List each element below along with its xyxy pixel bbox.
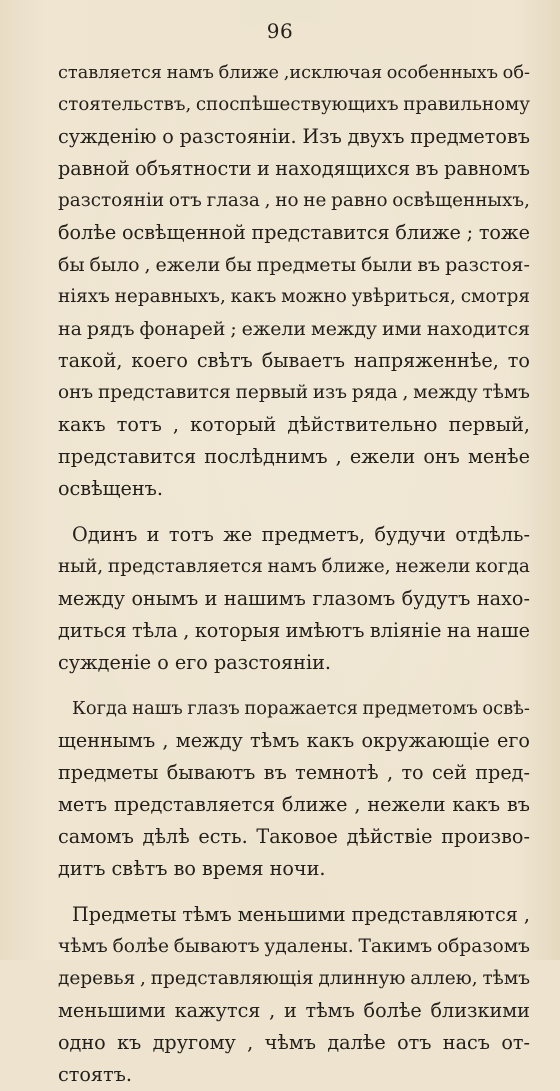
text-line: деревья , представляющія длинную аллею, тѣмъ bbox=[58, 968, 530, 989]
text-line: разстояніи отъ глаза , но не равно освѣщенныхъ, bbox=[58, 190, 530, 211]
text-line: стоятъ. bbox=[58, 1063, 132, 1086]
text-line: меньшими кажутся , и тѣмъ болѣе близкими bbox=[58, 999, 530, 1022]
text-line: Когда нашъ глазъ поражается предметомъ освѣ- bbox=[72, 698, 530, 719]
text-line: ніяхъ неравныхъ, какъ можно увѣриться, смотря bbox=[58, 286, 530, 307]
paragraph-spacing bbox=[58, 885, 530, 899]
text-line: Предметы тѣмъ меньшими представляются , bbox=[72, 903, 530, 926]
text-line: ставляется намъ ближе ,исключая особенныхъ об- bbox=[58, 63, 530, 83]
text-line: онъ представится первый изъ ряда , между тѣмъ bbox=[58, 382, 530, 403]
text-line: на рядъ фонарей ; ежели между ими находится bbox=[58, 318, 530, 340]
text-line: какъ тотъ , который дѣйствительно первый, bbox=[58, 413, 530, 436]
text-line: Одинъ и тотъ же предметъ, будучи отдѣль- bbox=[72, 523, 530, 546]
text-line: одно къ другому , чѣмъ далѣе отъ насъ от- bbox=[58, 1031, 530, 1054]
paragraph bbox=[58, 693, 530, 885]
paragraph bbox=[58, 57, 530, 505]
text-line: между онымъ и нашимъ глазомъ будутъ нахо- bbox=[58, 587, 530, 610]
text-line: самомъ дѣлѣ есть. Таковое дѣйствіе произво- bbox=[58, 825, 530, 848]
text-line: диться тѣла , которыя имѣютъ вліяніе на наше bbox=[58, 619, 530, 642]
text-line: представится послѣднимъ , ежели онъ менѣе bbox=[58, 445, 530, 468]
text-line: предметы бываютъ въ темнотѣ , то сей пред- bbox=[58, 761, 530, 784]
text-line: бы было , ежели бы предметы были въ разстоя- bbox=[58, 254, 530, 276]
text-line: метъ представляется ближе , нежели какъ въ bbox=[58, 793, 530, 816]
body-text bbox=[58, 57, 530, 1091]
text-line: сужденію о разстояніи. Изъ двухъ предметовъ bbox=[58, 125, 530, 148]
text-line: ный, представляется намъ ближе, нежели когда bbox=[58, 556, 530, 577]
text-line: сужденіе о его разстояніи. bbox=[58, 651, 331, 674]
paragraph bbox=[58, 899, 530, 1091]
text-line: дитъ свѣтъ во время ночи. bbox=[58, 857, 326, 880]
paragraph-spacing bbox=[58, 505, 530, 519]
text-line: такой, коего свѣтъ бываетъ напряженнѣе, то bbox=[58, 349, 530, 372]
text-line: стоятельствъ, споспѣшествующихъ правильному bbox=[58, 94, 530, 115]
text-line: щеннымъ , между тѣмъ какъ окружающіе его bbox=[58, 729, 530, 752]
text-line: чѣмъ болѣе бываютъ удалены. Такимъ образомъ bbox=[58, 936, 530, 957]
text-line: болѣе освѣщенной представится ближе ; тоже bbox=[58, 221, 530, 244]
text-line: освѣщенъ. bbox=[58, 477, 163, 500]
paragraph-spacing bbox=[58, 679, 530, 693]
text-line: равной объятности и находящихся въ равномъ bbox=[58, 157, 530, 180]
page-number: 96 bbox=[266, 19, 294, 43]
paragraph bbox=[58, 519, 530, 679]
